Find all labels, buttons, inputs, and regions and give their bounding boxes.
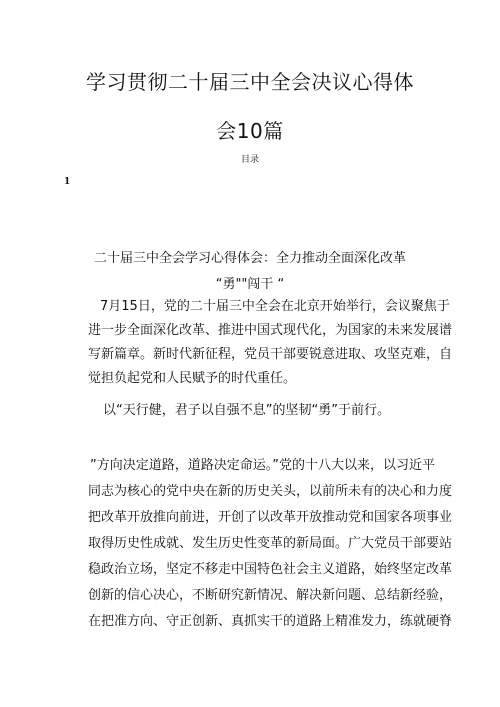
section-subtitle: “勇""闯干 “	[215, 277, 285, 292]
body-line: 创新的信心决心，不断研究新情况、解决新问题、总结新经验，	[88, 588, 453, 603]
body-line: 把改革开放推向前进，开创了以改革开放推动党和国家各项事业	[88, 510, 453, 525]
body-line: 稳政治立场，坚定不移走中国特色社会主义道路，始终坚定改革	[88, 562, 453, 577]
body-line: 写新篇章。新时代新征程，党员干部要锐意进取、攻坚克难，自	[88, 347, 453, 362]
toc-label: 目录	[240, 155, 259, 165]
body-line: 取得历史性成就、发生历史性变革的新局面。广大党员干部要站	[88, 536, 453, 551]
document-title-line-1: 学习贯彻二十届三中全会决议心得体	[86, 70, 414, 94]
body-line: ”方向决定道路，道路决定命运。”党的十八大以来，以习近平	[90, 458, 435, 473]
document-title-line-2: 会10篇	[216, 119, 284, 143]
body-line: 进一步全面深化改革、推进中国式现代化，为国家的未来发展谱	[88, 323, 453, 338]
body-line: 同志为核心的党中央在新的历史关头，以前所未有的决心和力度	[88, 484, 453, 499]
body-line: 以“天行健，君子以自强不息”的坚韧“勇”于前行。	[103, 403, 390, 418]
body-line: 7月15日，党的二十届三中全会在北京开始举行，会议聚焦于	[100, 299, 450, 314]
body-line: 觉担负起党和人民赋予的时代重任。	[88, 371, 297, 386]
body-line: 在把准方向、守正创新、真抓实干的道路上精准发力，练就硬脊	[88, 614, 453, 629]
section-title: 二十届三中全会学习心得体会：全力推动全面深化改革	[93, 251, 406, 266]
page-marker: 1	[64, 177, 71, 187]
